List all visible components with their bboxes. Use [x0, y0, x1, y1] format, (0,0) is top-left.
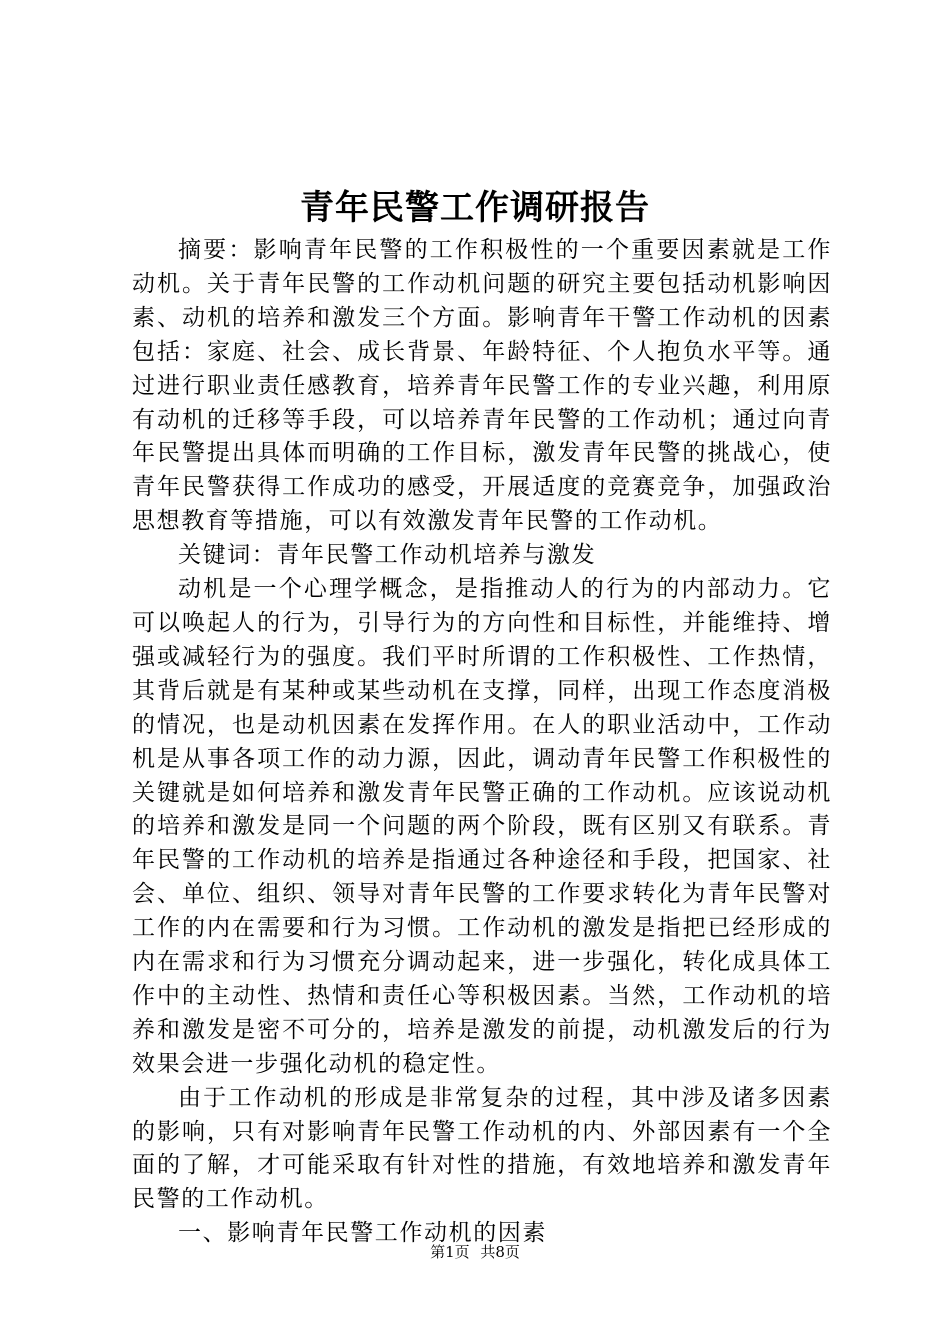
body-paragraph: 由于工作动机的形成是非常复杂的过程，其中涉及诸多因素的影响，只有对影响青年民警工作动机的内、外部因素有一个全面的了解，才可能采取有针对性的措施，有效地培养和激发青年民警的工作动机。	[132, 1084, 832, 1213]
abstract-paragraph: 摘要：影响青年民警的工作积极性的一个重要因素就是工作动机。关于青年民警的工作动机问题的研究主要包括动机影响因素、动机的培养和激发三个方面。影响青年干警工作动机的因素包括：家庭、社会、成长背景、年龄特征、个人抱负水平等。通过进行职业责任感教育，培养青年民警工作的专业兴趣，利用原有动机的迁移等手段，可以培养青年民警的工作动机；通过向青年民警提出具体而明确的工作目标，激发青年民警的挑战心，使青年民警获得工作成功的感受，开展适度的竞赛竞争，加强政治思想教育等措施，可以有效激发青年民警的工作动机。	[132, 237, 832, 535]
body-paragraph: 动机是一个心理学概念，是指推动人的行为的内部动力。它可以唤起人的行为，引导行为的方向性和目标性，并能维持、增强或减轻行为的强度。我们平时所谓的工作积极性、工作热情，其背后就是有某种或某些动机在支撑，同样，出现工作态度消极的情况，也是动机因素在发挥作用。在人的职业活动中，工作动机是从事各项工作的动力源，因此，调动青年民警工作积极性的关键就是如何培养和激发青年民警正确的工作动机。应该说动机的培养和激发是同一个问题的两个阶段，既有区别又有联系。青年民警的工作动机的培养是指通过各种途径和手段，把国家、社会、单位、组织、领导对青年民警的工作要求转化为青年民警对工作的内在需要和行为习惯。工作动机的激发是指把已经形成的内在需求和行为习惯充分调动起来，进一步强化，转化成具体工作中的主动性、热情和责任心等积极因素。当然，工作动机的培养和激发是密不可分的，培养是激发的前提，动机激发后的行为效果会进一步强化动机的稳定性。	[132, 576, 832, 1077]
page-total: 共8页	[480, 1243, 520, 1261]
section-heading: 一、影响青年民警工作动机的因素	[178, 1220, 547, 1247]
page-number: 第1页	[430, 1243, 470, 1261]
page-footer	[0, 1242, 950, 1262]
document-body	[132, 234, 832, 1251]
document-title: 青年民警工作调研报告	[300, 188, 650, 228]
keywords-paragraph: 关键词：青年民警工作动机培养与激发	[178, 542, 597, 569]
